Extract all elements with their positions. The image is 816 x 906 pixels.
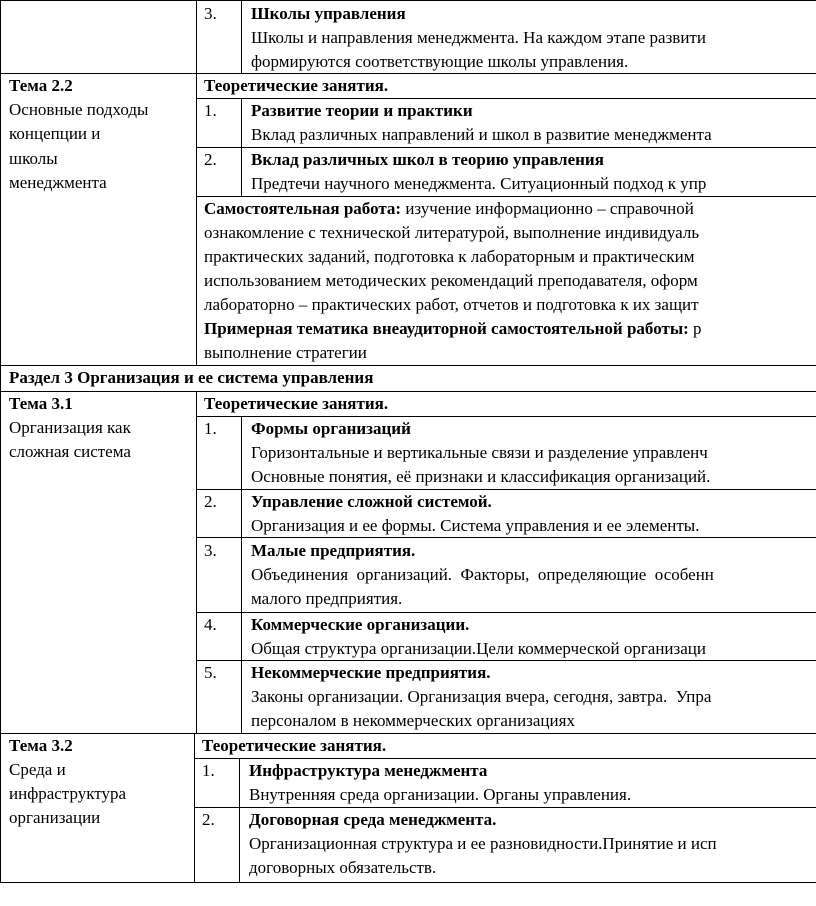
item-number: 5. (204, 663, 217, 682)
item-title: Школы управления (251, 4, 406, 23)
themes-text: р (688, 319, 702, 338)
topic-label: Тема 3.2 (9, 736, 73, 755)
number-column-divider (241, 0, 242, 73)
item-description: Школы и направления менеджмента. На каждом этапе развити (251, 28, 706, 47)
lessons-header: Теоретические занятия. (204, 76, 389, 95)
topic-name-line: инфраструктура (9, 784, 126, 803)
topic-label: Тема 2.2 (9, 76, 73, 95)
item-description: Предтечи научного менеджмента. Ситуационный подход к упр (251, 174, 707, 193)
item-description: малого предприятия. (251, 589, 403, 608)
lessons-header: Теоретические занятия. (204, 394, 389, 413)
item-number: 1. (204, 419, 217, 438)
item-description: Законы организации. Организация вчера, сегодня, завтра. Упра (251, 687, 712, 706)
number-column-divider (241, 416, 242, 733)
item-number: 2. (204, 492, 217, 511)
item-title: Договорная среда менеджмента. (249, 810, 497, 829)
topic-name-line: менеджмента (9, 173, 107, 192)
table-border-left (0, 0, 1, 883)
item-number: 3. (204, 541, 217, 560)
item-description: Горизонтальные и вертикальные связи и разделение управленч (251, 443, 708, 462)
topic-name-line: Основные подходы (9, 100, 149, 119)
number-column-divider (239, 758, 240, 882)
item-number: 1. (204, 101, 217, 120)
item-number: 2. (202, 810, 215, 829)
topic-name-line: Среда и (9, 760, 66, 779)
item-title: Управление сложной системой. (251, 492, 492, 511)
self-work-line: лабораторно – практических работ, отчетов и подготовка к их защит (204, 295, 699, 314)
item-title: Коммерческие организации. (251, 615, 470, 634)
item-description: Основные понятия, её признаки и классификация организаций. (251, 467, 711, 486)
item-description: Общая структура организации.Цели коммерческой организаци (251, 639, 706, 658)
themes-line (204, 317, 702, 341)
item-number: 3. (204, 4, 217, 23)
topic-name-line: школы (9, 149, 58, 168)
table-border-bottom (0, 882, 816, 883)
self-work-text: изучение информационно – справочной (401, 199, 694, 218)
themes-line: выполнение стратегии (204, 343, 367, 362)
column-divider (196, 391, 197, 733)
section-title: Раздел 3 Организация и ее система управления (9, 368, 374, 387)
item-title: Формы организаций (251, 419, 411, 438)
item-description: договорных обязательств. (249, 858, 437, 877)
item-description: персоналом в некоммерческих организациях (251, 711, 575, 730)
themes-label: Примерная тематика внеаудиторной самостоятельной работы: (204, 319, 689, 338)
topic-name-line: концепции и (9, 124, 101, 143)
item-description: Организация и ее формы. Система управления и ее элементы. (251, 516, 700, 535)
topic-name-line: организации (9, 808, 101, 827)
self-work-line: ознакомление с технической литературой, выполнение индивидуаль (204, 223, 700, 242)
item-number: 1. (202, 761, 215, 780)
row-divider (0, 391, 816, 392)
self-work-line (204, 197, 694, 221)
item-number: 2. (204, 150, 217, 169)
item-title: Малые предприятия. (251, 541, 416, 560)
table-border-top (0, 0, 816, 1)
self-work-label: Самостоятельная работа: (204, 199, 402, 218)
self-work-line: практических заданий, подготовка к лабораторным и практическим (204, 247, 695, 266)
item-description: формируются соответствующие школы управления. (251, 52, 629, 71)
topic-name-line: Организация как (9, 418, 131, 437)
row-divider (0, 733, 816, 734)
item-description: Организационная структура и ее разновидности.Принятие и исп (249, 834, 717, 853)
self-work-line: использованием методических рекомендаций преподавателя, оформ (204, 271, 698, 290)
item-description: Вклад различных направлений и школ в развитие менеджмента (251, 125, 712, 144)
topic-label: Тема 3.1 (9, 394, 73, 413)
item-number: 4. (204, 615, 217, 634)
item-title: Инфраструктура менеджмента (249, 761, 488, 780)
item-description: Внутренняя среда организации. Органы управления. (249, 785, 632, 804)
item-title: Вклад различных школ в теорию управления (251, 150, 604, 169)
lessons-header: Теоретические занятия. (202, 736, 387, 755)
item-title: Некоммерческие предприятия. (251, 663, 491, 682)
item-title: Развитие теории и практики (251, 101, 473, 120)
item-description: Объединения организаций. Факторы, определяющие особенн (251, 565, 714, 584)
column-divider (196, 0, 197, 365)
topic-name-line: сложная система (9, 442, 131, 461)
